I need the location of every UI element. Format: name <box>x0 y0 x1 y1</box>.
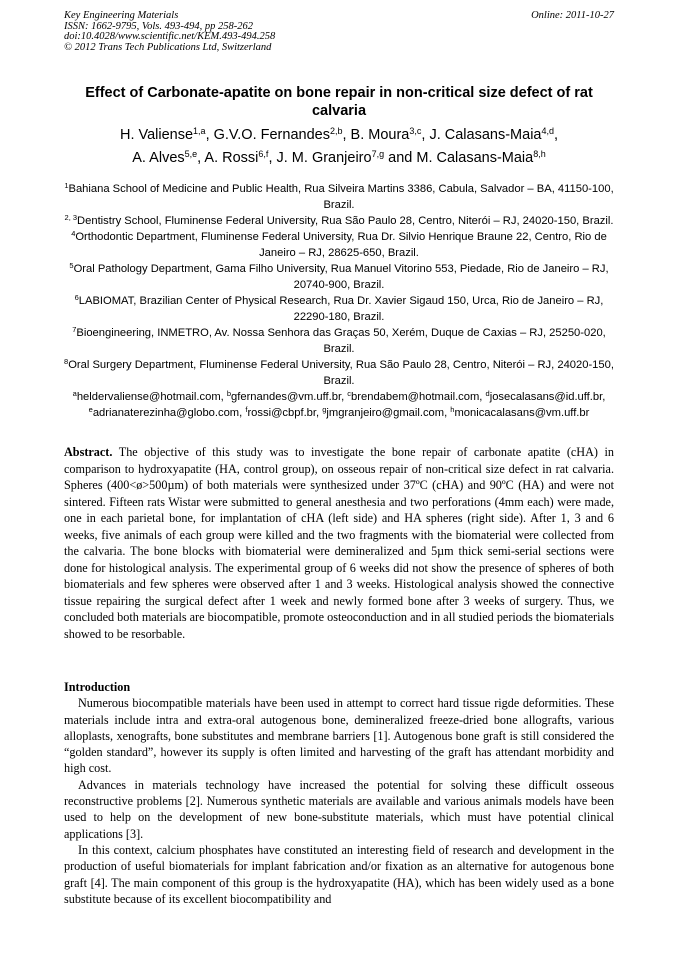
affiliation <box>64 213 614 229</box>
email-link[interactable]: rossi@cbpf.br, <box>247 407 320 419</box>
email-link[interactable]: jmgranjeiro@gmail.com, <box>326 407 448 419</box>
section-heading: Introduction <box>64 680 131 694</box>
author-name: H. Valiense <box>119 127 194 143</box>
paragraph: Advances in materials technology have increased the potential for solving these difficult osseous reconstructive problems [2]. Numerous synthetic materials are available and various animals models have been used to help on the development of new bone-substitute materials, which must have potential clinical applications [3]. <box>64 777 614 841</box>
affiliation <box>64 357 614 389</box>
affiliations <box>64 181 614 421</box>
author-line-2: A. Alves$^{5,e}$, A. Rossi$^{6,f}$, J. M. Granjeiro$^{7,g}$ and M. Calasans-Maia$^{8,h}$ <box>132 149 546 166</box>
email-link[interactable]: gfernandes@vm.uff.br, <box>231 391 345 403</box>
affiliation-sup: 4 <box>71 229 76 238</box>
paragraph: Numerous biocompatible materials have been used in attempt to correct hard tissue rigde deformities. These materials include intra and extra-oral autogenous bone, demineralized freeze-dried bone allografts, various alloplasts, xenografts, bone substitutes and membrane barriers [1]. Autogenous bone graft is still considered the “golden standard”, however its supply is often limited and harvesting of the graft has attendant morbidity and high cost. <box>64 696 614 776</box>
author-affil-sup: 5,e <box>184 149 198 159</box>
email-sup: b <box>226 389 232 398</box>
affiliation-sup: 7 <box>72 325 77 334</box>
author-affil-sup: 6,f <box>258 149 269 159</box>
journal-doi: doi:10.4028/www.scientific.net/KEM.493-494.258 <box>64 31 276 42</box>
journal-header <box>64 11 275 53</box>
affiliation <box>64 181 614 213</box>
author-name: B. Moura <box>350 127 410 143</box>
author-list <box>64 124 614 170</box>
paper-title: Effect of Carbonate-apatite on bone repair in non-critical size defect of rat calvaria <box>85 85 593 119</box>
author-affil-sup: 8,h <box>533 149 546 159</box>
affiliation-sup: 8 <box>64 357 69 366</box>
affiliation-text: Oral Surgery Department, Fluminense Federal University, Rua São Paulo 28, Centro, Niterói – RJ, 24020-150, Brazil. <box>68 359 614 387</box>
abstract <box>64 444 614 642</box>
author-name: M. Calasans-Maia <box>416 150 534 166</box>
affiliation <box>64 261 614 293</box>
affiliation <box>64 293 614 325</box>
email-link[interactable]: josecalasans@id.uff.br, <box>489 391 606 403</box>
author-conjunction: and <box>388 150 413 166</box>
author-affil-sup: 1,a <box>193 126 206 136</box>
author-name: G.V.O. Fernandes <box>213 127 330 143</box>
introduction-section <box>64 679 614 907</box>
email-link[interactable]: heldervaliense@hotmail.com, <box>76 391 224 403</box>
email-sup: d <box>485 389 490 398</box>
affiliation <box>64 325 614 357</box>
affiliation-text: Orthodontic Department, Fluminense Federal University, Rua Dr. Silvio Henrique Braune 22, Centro, Rio de Janeiro – RJ, 28625-650, Brazil. <box>75 231 607 259</box>
author-affil-sup: 4,d <box>541 126 554 136</box>
affiliation-sup: 6 <box>74 293 79 302</box>
affiliation-text: Bahiana School of Medicine and Public Health, Rua Silveira Martins 3386, Cabula, Salvador – BA, 41150-100, Brazil. <box>68 183 614 211</box>
author-affil-sup: 2,b <box>329 126 343 136</box>
author-name: A. Alves <box>132 150 185 166</box>
affiliation-sup: 5 <box>69 261 74 270</box>
email-sup: h <box>450 405 455 414</box>
author-affil-sup: 3,c <box>409 126 422 136</box>
email-link[interactable]: adrianaterezinha@globo.com, <box>92 407 243 419</box>
email-sup: f <box>245 405 248 414</box>
email-sup: e <box>88 405 93 414</box>
email-link[interactable]: monicacalasans@vm.uff.br <box>454 407 590 419</box>
journal-copyright: © 2012 Trans Tech Publications Ltd, Switzerland <box>64 41 272 53</box>
affiliation-sup: 1 <box>64 181 69 190</box>
affiliation-text: Bioengineering, INMETRO, Av. Nossa Senhora das Graças 50, Xerém, Duque de Caxias – RJ, 25250-020, Brazil. <box>76 327 606 355</box>
email-sup: c <box>347 389 352 398</box>
abstract-label: Abstract. <box>64 445 113 459</box>
online-date: Online: 2011-10-27 <box>531 10 614 21</box>
email-sup: a <box>72 389 77 398</box>
affiliation-sup: 2, 3 <box>64 213 78 222</box>
author-affil-sup: 7,g <box>371 149 385 159</box>
email-link[interactable]: brendabem@hotmail.com, <box>351 391 483 403</box>
email-sup: g <box>322 405 327 414</box>
journal-issn: ISSN: 1662-9795, Vols. 493-494, pp 258-262 <box>64 20 253 32</box>
email-list <box>64 389 614 421</box>
author-name: J. M. Granjeiro <box>276 150 372 166</box>
paragraph: In this context, calcium phosphates have constituted an interesting field of research and development in the production of useful biomaterials for implant fabrication and/or fixation as an alternative for autogenous bone graft [4]. The main component of this group is the hydroxyapatite (HA), which has been widely used as a bone substitute because of its excellent biocompatibility and <box>64 842 614 906</box>
author-name: A. Rossi <box>204 150 259 166</box>
author-name: J. Calasans-Maia <box>429 127 542 143</box>
abstract-text: The objective of this study was to investigate the bone repair of carbonate apatite (cHA) in comparison to hydroxyapatite (HA, control group), on osseous repair of non-critical size defect in rat calvaria. Spheres (400<ø>500µm) of both materials were synthesized under 37ºC (cHA) and 90ºC (HA) and were not sintered. Fifteen rats Wistar were submitted to general anesthesia and two perforations (4mm each) were made, one in each parietal bone, for implantation of cHA (left side) and HA spheres (right side). After 1, 3 and 6 weeks, five animals of each group were killed and the two fragments with the biomaterial were collected from the calvaria. The bone blocks with biomaterial were demineralized and 5µm thick semi-serial sections were done for histological analysis. The experimental group of 6 weeks did not show the presence of spheres of both biomaterials and few spheres were observed after 1 and 3 weeks. Histological analysis showed the connective tissue repairing the surgical defect after 1 week and newly formed bone after 3 weeks of surgery. Thus, we concluded both materials are biocompatible, promote osteoconduction and in all studied periods the biomaterials showed to be resorbable. <box>64 445 614 641</box>
author-line-1: H. Valiense$^{1,a}$, G.V.O. Fernandes$^{2,b}$, B. Moura$^{3,c}$, J. Calasans-Maia$^{4,d}$, <box>119 126 559 143</box>
journal-name: Key Engineering Materials <box>64 10 179 21</box>
affiliation-text: Dentistry School, Fluminense Federal University, Rua São Paulo 28, Centro, Niterói – RJ, 24020-150, Brazil. <box>77 215 614 227</box>
affiliation-text: LABIOMAT, Brazilian Center of Physical Research, Rua Dr. Xavier Sigaud 150, Urca, Rio de Janeiro – RJ, 22290-180, Brazil. <box>78 295 604 323</box>
affiliation-text: Oral Pathology Department, Gama Filho University, Rua Manuel Vitorino 553, Piedade, Rio de Janeiro – RJ, 20740-900, Brazil. <box>73 263 609 291</box>
affiliation <box>64 229 614 261</box>
